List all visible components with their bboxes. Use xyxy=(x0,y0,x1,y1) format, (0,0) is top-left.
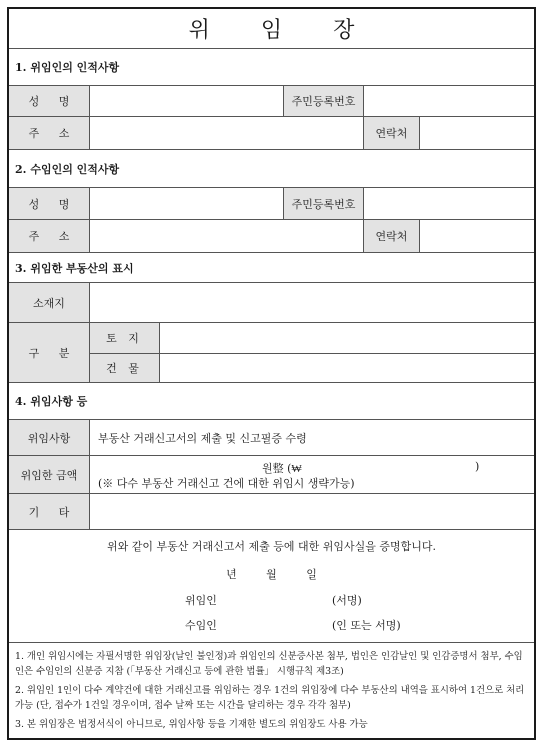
notes-block xyxy=(9,642,534,738)
delegator-name-field[interactable] xyxy=(89,86,283,116)
delegate-address-field[interactable] xyxy=(89,220,363,252)
power-of-attorney-form xyxy=(7,7,536,740)
delegator-name-row xyxy=(9,85,534,116)
property-location-row xyxy=(9,282,534,322)
delegation-other-field[interactable] xyxy=(89,494,534,529)
section1-heading: 1. 위임인의 인적사항 xyxy=(15,61,120,74)
section4-heading-row xyxy=(9,382,534,419)
delegate-name-row xyxy=(9,187,534,219)
delegator-name-label: 성 명 xyxy=(9,86,89,116)
notes-list xyxy=(15,650,528,738)
form-title: 위 임 장 xyxy=(188,18,377,43)
delegation-matters-value: 부동산 거래신고서의 제출 및 신고필증 수령 xyxy=(89,420,534,455)
delegate-sign-label: 수임인 xyxy=(185,619,217,632)
certification-block xyxy=(9,529,534,642)
section4-heading: 4. 위임사항 등 xyxy=(15,395,88,408)
note-item: 3. 본 위임장은 법정서식이 아니므로, 위임사항 등을 기재한 별도의 위임장도 사용 가능 xyxy=(15,719,368,730)
section2-heading: 2. 수임인의 인적사항 xyxy=(15,162,120,176)
certification-statement: 위와 같이 부동산 거래신고서 제출 등에 대한 위임사실을 증명합니다. xyxy=(107,540,436,553)
delegate-contact-field[interactable] xyxy=(419,220,534,252)
delegation-fee-row xyxy=(9,455,534,493)
title-row xyxy=(9,9,534,48)
delegator-address-field[interactable] xyxy=(89,117,363,149)
delegate-id-label: 주민등록번호 xyxy=(283,188,363,219)
delegate-address-label: 주 소 xyxy=(9,220,89,252)
delegate-name-field[interactable] xyxy=(89,188,283,219)
delegator-contact-field[interactable] xyxy=(419,117,534,149)
fee-note-text: (※ 다수 부동산 거래신고 건에 대한 위임시 생략가능) xyxy=(98,477,355,490)
delegate-sign-field[interactable]: (인 또는 서명) xyxy=(332,619,401,632)
delegator-id-field[interactable] xyxy=(363,86,534,116)
note-item: 2. 위임인 1인이 다수 계약건에 대한 거래신고를 위임하는 경우 1건의 위임장에 다수 부동산의 내역을 표시하여 1건으로 처리가능 (단, 접수가 1건일 경우이며, 접수 날짜 또는 시간을 달리하는 경우 각각 첨부) xyxy=(15,685,525,711)
delegation-other-label: 기 타 xyxy=(9,494,89,529)
delegator-address-label: 주 소 xyxy=(9,117,89,149)
property-location-field[interactable] xyxy=(89,283,534,322)
property-building-label: 건 물 xyxy=(89,353,159,382)
property-category-row xyxy=(9,322,534,382)
fee-amount-close: ) xyxy=(475,460,480,473)
delegation-fee-field[interactable] xyxy=(89,456,534,493)
delegation-matters-label: 위임사항 xyxy=(9,420,89,455)
section3-heading-row xyxy=(9,252,534,282)
delegator-address-row xyxy=(9,116,534,149)
delegate-contact-label: 연락처 xyxy=(363,220,419,252)
property-land-label: 토 지 xyxy=(89,323,159,353)
note-item: 1. 개인 위임시에는 자필서명한 위임장(날인 불인정)과 위임인의 신분증사본 첨부, 법인은 인감날인 및 인감증명서 첨부, 수임인은 수임인의 신분증 지참 (「부동산 거래신고 등에 관한 법률」 시행규칙 제3조) xyxy=(15,651,523,677)
fee-amount-text: 원整 (₩ xyxy=(262,462,302,475)
delegation-fee-label: 위임한 금액 xyxy=(9,456,89,493)
property-location-label: 소재지 xyxy=(9,283,89,322)
section3-heading: 3. 위임한 부동산의 표시 xyxy=(15,261,134,275)
delegator-sign-field[interactable]: (서명) xyxy=(332,594,362,607)
section1-heading-row xyxy=(9,48,534,85)
property-land-field[interactable] xyxy=(159,323,534,353)
section2-heading-row xyxy=(9,149,534,187)
delegate-id-field[interactable] xyxy=(363,188,534,219)
delegator-contact-label: 연락처 xyxy=(363,117,419,149)
delegator-sign-label: 위임인 xyxy=(185,594,217,607)
delegation-other-row xyxy=(9,493,534,529)
delegator-id-label: 주민등록번호 xyxy=(283,86,363,116)
delegate-name-label: 성 명 xyxy=(9,188,89,219)
certification-date: 년 월 일 xyxy=(226,568,317,581)
property-category-label: 구 분 xyxy=(9,323,89,382)
delegation-matters-row xyxy=(9,419,534,455)
delegate-address-row xyxy=(9,219,534,252)
property-building-field[interactable] xyxy=(159,353,534,382)
